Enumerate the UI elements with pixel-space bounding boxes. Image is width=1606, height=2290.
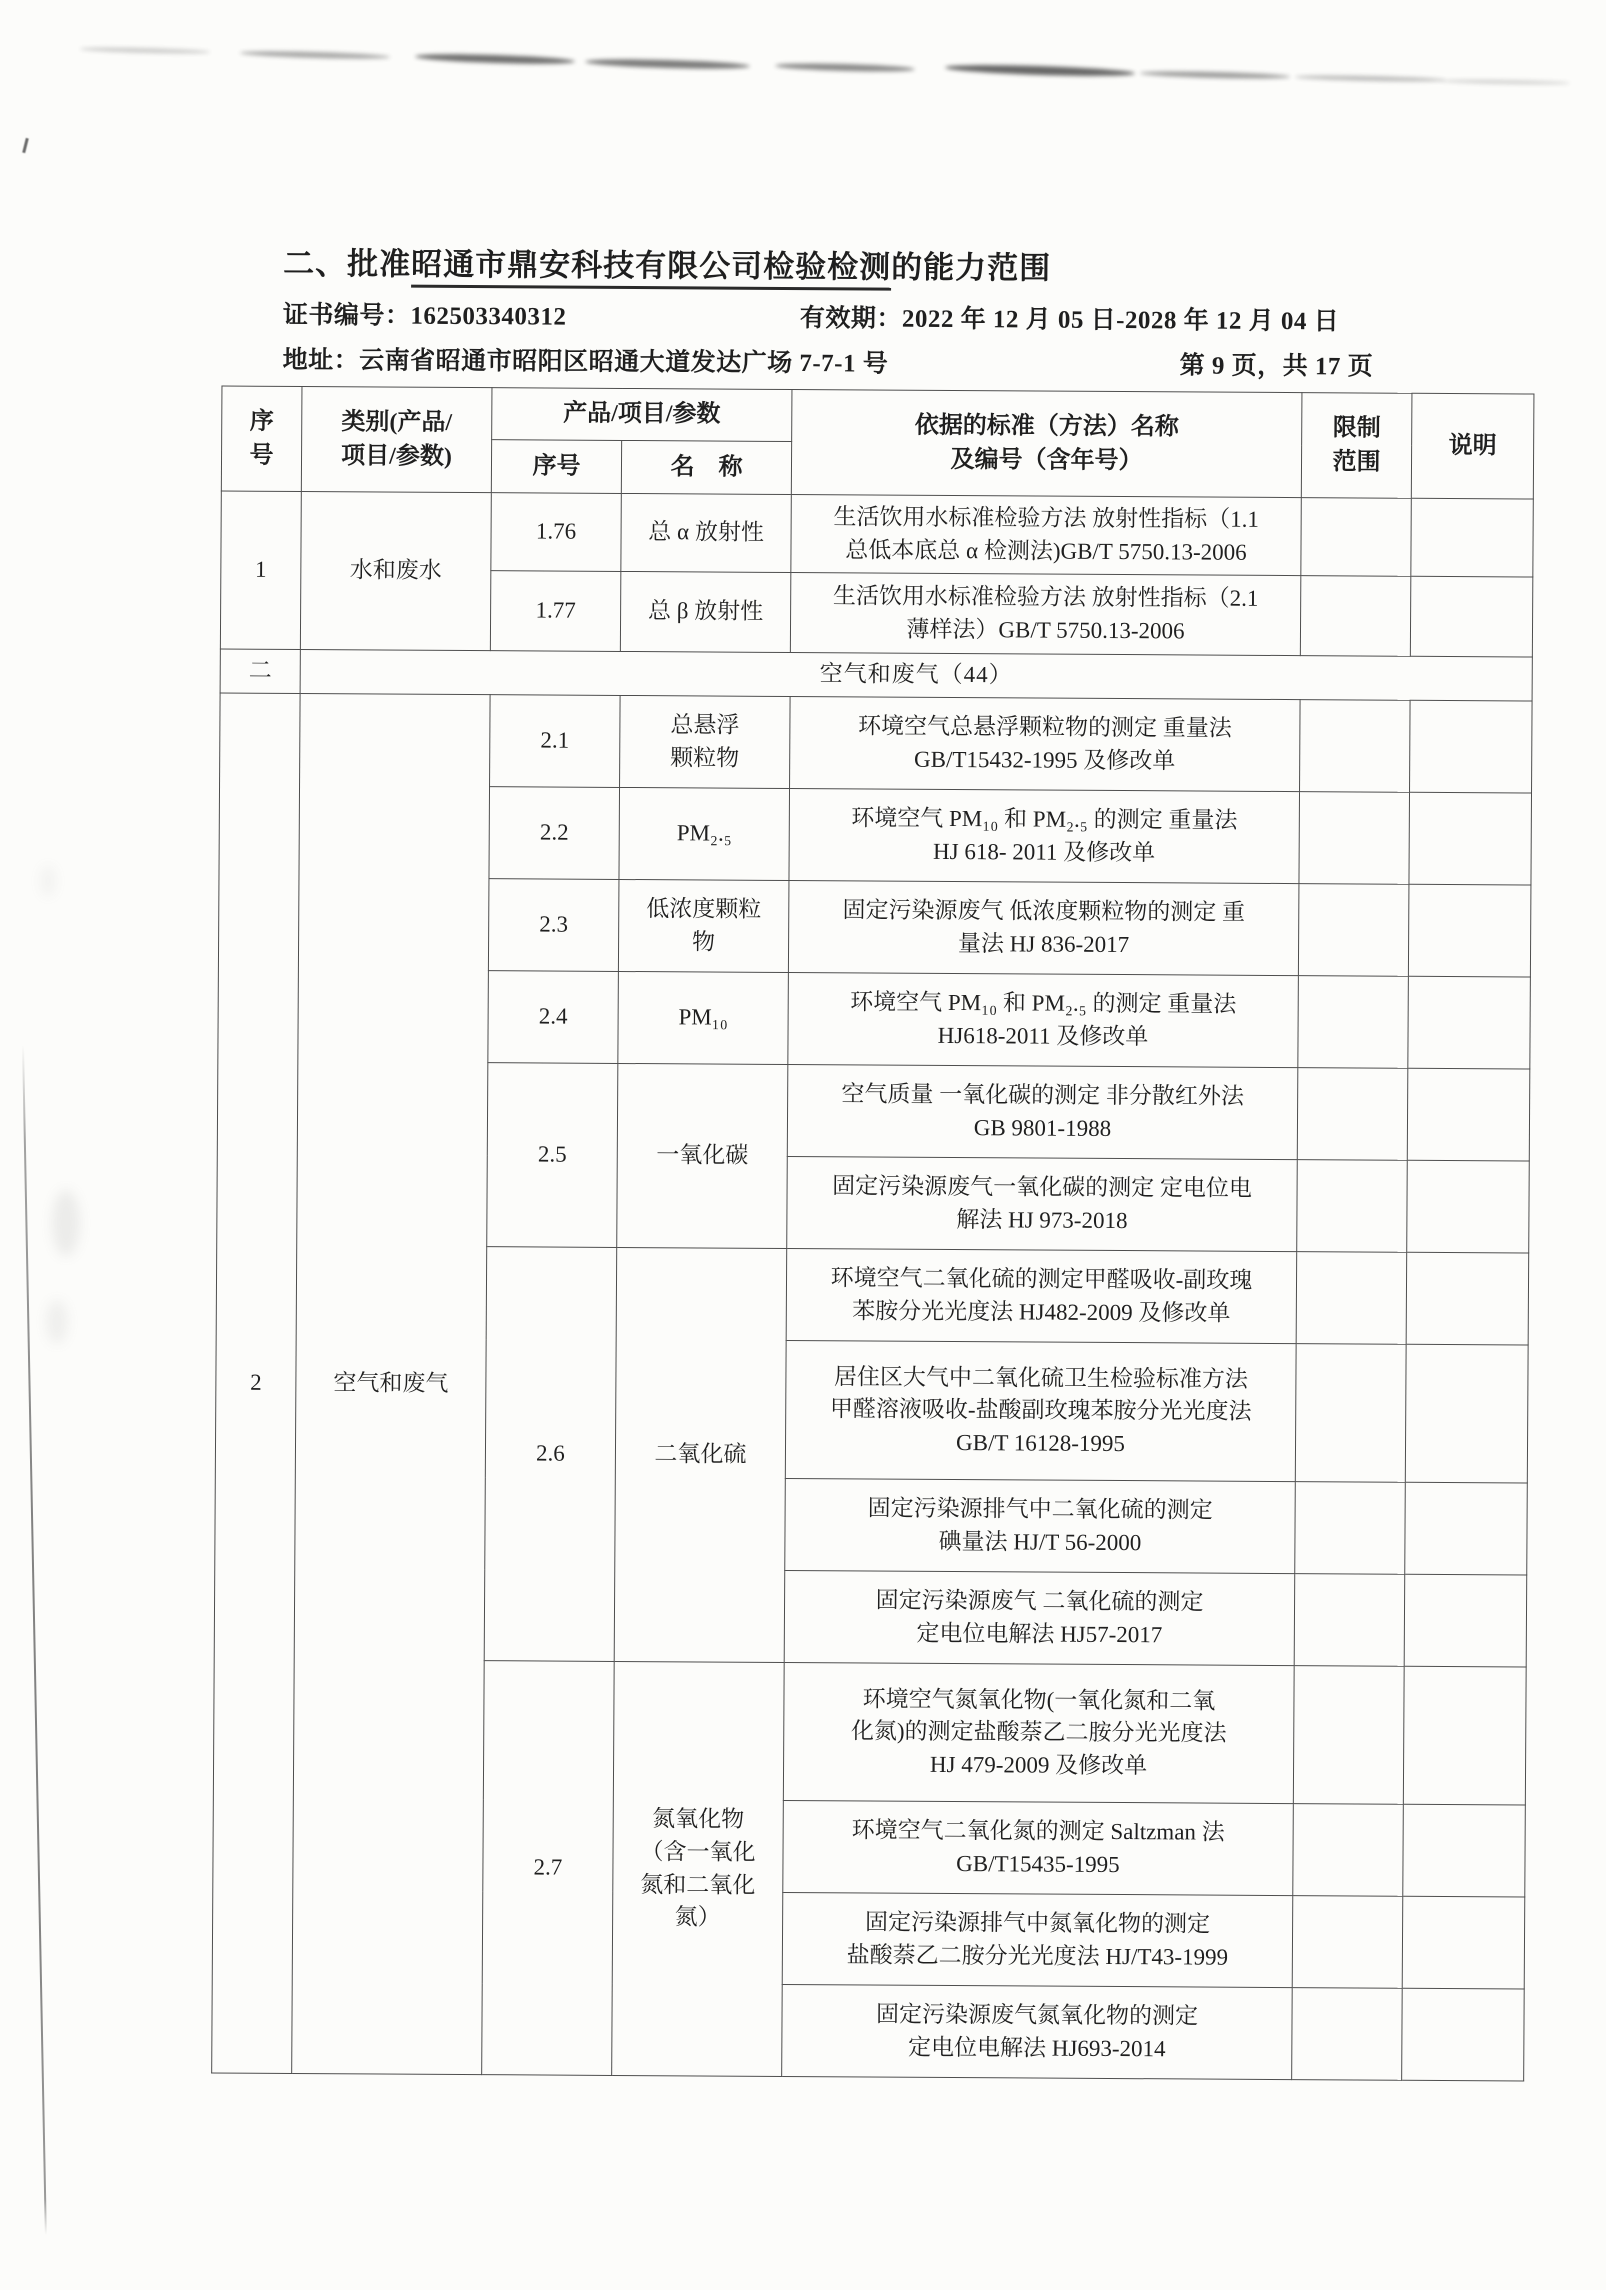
standard-cell: 固定污染源排气中二氧化硫的测定 碘量法 HJ/T 56-2000 bbox=[785, 1478, 1296, 1573]
table-header-row bbox=[222, 386, 1534, 446]
category-cell: 空气和废气 bbox=[292, 694, 490, 2075]
item-no: 2.2 bbox=[489, 787, 620, 880]
limit-cell bbox=[1295, 1482, 1406, 1575]
page-title bbox=[283, 238, 1051, 288]
standard-cell: 居住区大气中二氧化硫卫生检验标准方法 甲醛溶液吸收-盐酸副玫瑰苯胺分光光度法 GB/T 16128-1995 bbox=[785, 1340, 1296, 1481]
standard-cell: 环境空气 PM₁₀ 和 PM₂.₅ 的测定 重量法 HJ 618- 2011 及修改单 bbox=[789, 788, 1300, 883]
header-category: 类别(产品/ 项目/参数) bbox=[301, 387, 492, 493]
header-note: 说明 bbox=[1411, 393, 1534, 499]
item-name: 总 β 放射性 bbox=[620, 571, 790, 652]
item-no: 2.6 bbox=[484, 1247, 617, 1662]
seq-cell: 2 bbox=[212, 693, 300, 2073]
note-cell bbox=[1403, 1666, 1526, 1805]
item-name: 总悬浮 颗粒物 bbox=[620, 695, 791, 788]
limit-cell bbox=[1300, 576, 1410, 657]
header-standard: 依据的标准（方法）名称 及编号（含年号） bbox=[791, 390, 1302, 498]
note-cell bbox=[1410, 576, 1532, 657]
item-name: PM₂.₅ bbox=[619, 787, 790, 880]
note-cell bbox=[1408, 976, 1531, 1069]
item-name: 一氧化碳 bbox=[617, 1063, 788, 1248]
header-product-seq: 序号 bbox=[491, 440, 621, 494]
certificate-number-label: 证书编号： bbox=[282, 301, 411, 330]
title-prefix: 二、批准 bbox=[283, 245, 412, 282]
item-no: 2.7 bbox=[482, 1661, 615, 2076]
note-cell bbox=[1410, 700, 1533, 793]
title-suffix: 的能力范围 bbox=[891, 249, 1052, 286]
limit-cell bbox=[1294, 1574, 1405, 1667]
note-cell bbox=[1402, 1988, 1525, 2081]
item-no: 2.3 bbox=[488, 879, 619, 972]
table-row bbox=[220, 693, 1533, 793]
note-cell bbox=[1407, 1160, 1530, 1253]
note-cell bbox=[1409, 792, 1532, 885]
limit-cell bbox=[1297, 1160, 1408, 1253]
standard-cell: 环境空气二氧化硫的测定甲醛吸收-副玫瑰 苯胺分光光度法 HJ482-2009 及修改单 bbox=[786, 1248, 1297, 1343]
item-name: 低浓度颗粒 物 bbox=[618, 879, 789, 972]
item-no: 2.1 bbox=[490, 695, 621, 788]
item-no: 1.76 bbox=[491, 493, 621, 572]
certificate-number bbox=[283, 295, 567, 333]
seq-cell: 1 bbox=[220, 491, 301, 649]
note-cell bbox=[1404, 1574, 1527, 1667]
limit-cell bbox=[1293, 1666, 1404, 1805]
limit-cell bbox=[1292, 1988, 1403, 2081]
category-cell: 水和废水 bbox=[300, 492, 491, 651]
item-no: 1.77 bbox=[490, 571, 620, 652]
limit-cell bbox=[1297, 1068, 1408, 1161]
standard-cell: 固定污染源废气氮氧化物的测定 定电位电解法 HJ693-2014 bbox=[782, 1984, 1293, 2079]
section-seq: 二 bbox=[220, 649, 300, 693]
header-seq: 序 号 bbox=[221, 386, 302, 491]
note-cell bbox=[1407, 1068, 1530, 1161]
note-cell bbox=[1408, 884, 1531, 977]
limit-cell bbox=[1292, 1896, 1403, 1989]
standard-cell: 固定污染源废气 二氧化硫的测定 定电位电解法 HJ57-2017 bbox=[784, 1570, 1295, 1665]
standard-cell: 环境空气氮氧化物(一氧化氮和二氧 化氮)的测定盐酸萘乙二胺分光光度法 HJ 479-2009 及修改单 bbox=[783, 1662, 1294, 1803]
standard-cell: 固定污染源排气中氮氧化物的测定 盐酸萘乙二胺分光光度法 HJ/T43-1999 bbox=[782, 1892, 1293, 1987]
standard-cell: 环境空气 PM₁₀ 和 PM₂.₅ 的测定 重量法 HJ618-2011 及修改单 bbox=[788, 972, 1299, 1067]
note-cell bbox=[1403, 1804, 1526, 1897]
standard-cell: 环境空气二氧化氮的测定 Saltzman 法 GB/T15435-1995 bbox=[783, 1800, 1294, 1895]
item-no: 2.4 bbox=[488, 971, 619, 1064]
standard-cell: 生活饮用水标准检验方法 放射性指标（2.1 薄样法）GB/T 5750.13-2006 bbox=[790, 573, 1300, 656]
address: 地址：云南省昭通市昭阳区昭通大道发达广场 7-7-1 号 bbox=[282, 346, 889, 378]
limit-cell bbox=[1299, 792, 1410, 885]
company-name-underlined: 昭通市鼎安科技有限公司检验检测 bbox=[411, 247, 891, 291]
validity-period: 有效期：2022 年 12 月 05 日-2028 年 12 月 04 日 bbox=[799, 305, 1340, 336]
certificate-number-value: 162503340312 bbox=[410, 302, 567, 331]
page-indicator: 第 9 页，共 17 页 bbox=[1179, 352, 1374, 381]
note-cell bbox=[1411, 498, 1533, 577]
capability-table bbox=[211, 386, 1534, 2082]
note-cell bbox=[1402, 1896, 1525, 1989]
item-name: PM₁₀ bbox=[618, 971, 789, 1064]
standard-cell: 环境空气总悬浮颗粒物的测定 重量法 GB/T15432-1995 及修改单 bbox=[790, 697, 1301, 792]
header-limit: 限制 范围 bbox=[1301, 393, 1412, 499]
standard-cell: 固定污染源废气 低浓度颗粒物的测定 重 量法 HJ 836-2017 bbox=[788, 880, 1299, 975]
header-product: 产品/项目/参数 bbox=[492, 388, 792, 442]
header-product-name: 名 称 bbox=[621, 440, 791, 494]
limit-cell bbox=[1298, 884, 1409, 977]
section-row bbox=[220, 649, 1532, 701]
limit-cell bbox=[1298, 976, 1409, 1069]
limit-cell bbox=[1293, 1804, 1404, 1897]
table-row bbox=[221, 491, 1533, 577]
item-name: 二氧化硫 bbox=[614, 1247, 787, 1662]
note-cell bbox=[1405, 1482, 1528, 1575]
item-name: 总 α 放射性 bbox=[621, 493, 791, 572]
limit-cell bbox=[1300, 700, 1411, 793]
standard-cell: 生活饮用水标准检验方法 放射性指标（1.1 总低本底总 α 检测法)GB/T 5750.13-2006 bbox=[791, 495, 1301, 576]
note-cell bbox=[1406, 1252, 1529, 1345]
item-no: 2.5 bbox=[487, 1063, 618, 1248]
limit-cell bbox=[1295, 1344, 1406, 1483]
note-cell bbox=[1405, 1344, 1528, 1483]
limit-cell bbox=[1301, 498, 1411, 577]
standard-cell: 固定污染源废气一氧化碳的测定 定电位电 解法 HJ 973-2018 bbox=[787, 1156, 1298, 1251]
standard-cell: 空气质量 一氧化碳的测定 非分散红外法 GB 9801-1988 bbox=[787, 1064, 1298, 1159]
limit-cell bbox=[1296, 1252, 1407, 1345]
item-name: 氮氧化物 （含一氧化 氮和二氧化 氮） bbox=[612, 1661, 785, 2076]
section-label: 空气和废气（44） bbox=[300, 650, 1532, 702]
